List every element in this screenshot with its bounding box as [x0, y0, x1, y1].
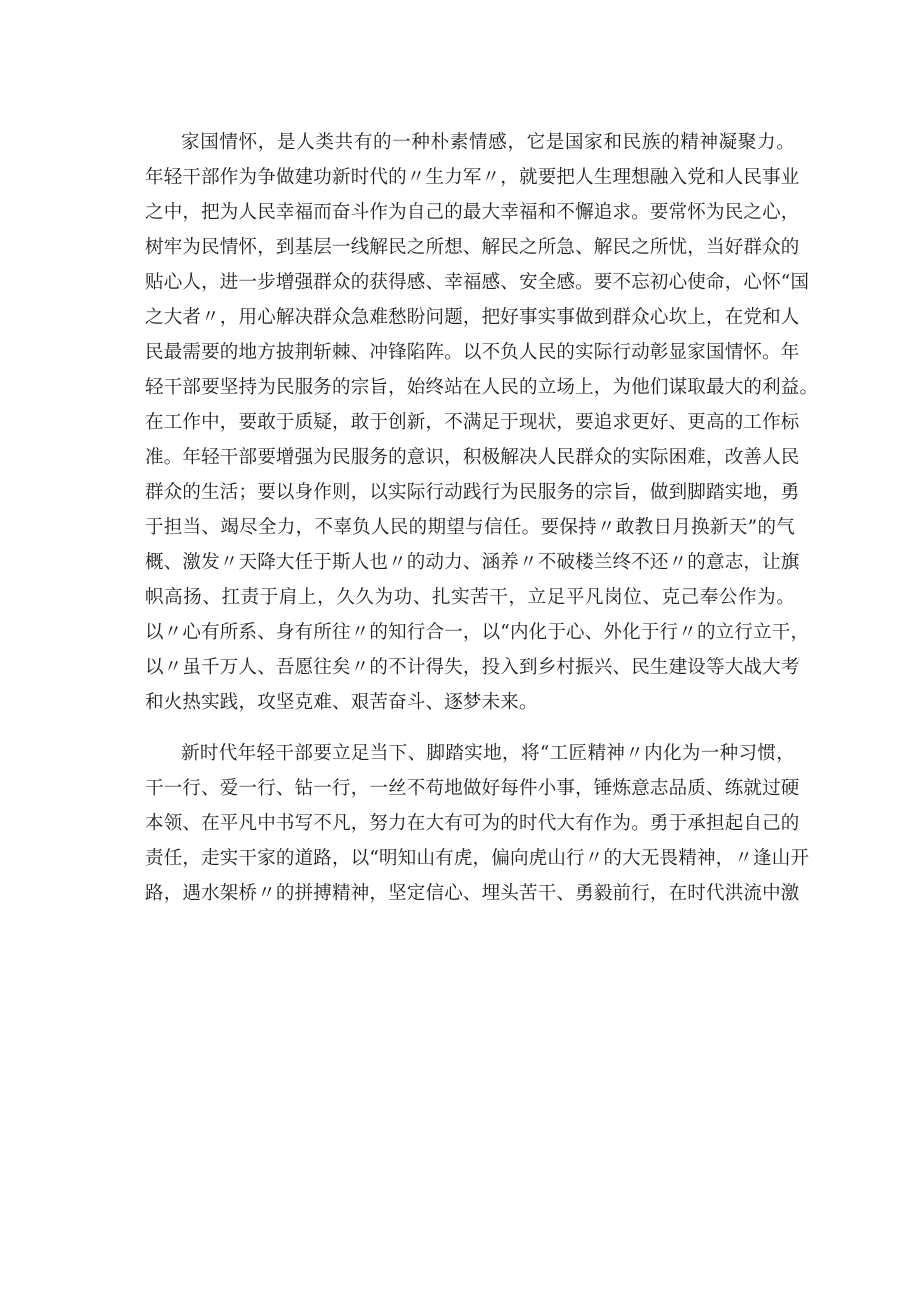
text-line: 树牢为民情怀，到基层一线解民之所想、解民之所急、解民之所忧，当好群众的 — [145, 237, 800, 258]
text-line: 家国情怀，是人类共有的一种朴素情感，它是国家和民族的精神凝聚力。 — [181, 132, 795, 153]
text-line: 责任，走实干家的道路，以“明知山有虎，偏向虎山行〃的大无畏精神，〃逢山开 — [145, 848, 810, 869]
text-line: 以〃心有所系、身有所往〃的知行合一，以“内化于心、外化于行〃的立行立干， — [145, 622, 810, 643]
text-line: 新时代年轻干部要立足当下、脚踏实地，将“工匠精神〃内化为一种习惯， — [181, 743, 795, 764]
text-line: 和火热实践，攻坚克难、艰苦奋斗、逐梦未来。 — [145, 692, 538, 713]
text-line: 贴心人，进一步增强群众的获得感、幸福感、安全感。要不忘初心使命，心怀“国 — [145, 272, 810, 293]
text-line: 帜高扬、扛责于肩上，久久为功、扎实苦干，立足平凡岗位、克己奉公作为。 — [145, 587, 795, 608]
text-line: 在工作中，要敢于质疑，敢于创新，不满足于现状，要追求更好、更高的工作标 — [145, 412, 800, 433]
text-line: 路，遇水架桥〃的拼搏精神，坚定信心、埋头苦干、勇毅前行，在时代洪流中激 — [145, 883, 800, 904]
text-line: 民最需要的地方披荆斩棘、冲锋陷阵。以不负人民的实际行动彰显家国情怀。年 — [145, 342, 800, 363]
text-line: 群众的生活；要以身作则，以实际行动践行为民服务的宗旨，做到脚踏实地，勇 — [145, 482, 800, 503]
text-line: 于担当、竭尽全力，不辜负人民的期望与信任。要保持〃敢教日月换新天”的气 — [145, 517, 795, 538]
text-line: 之中，把为人民幸福而奋斗作为自己的最大幸福和不懈追求。要常怀为民之心， — [145, 202, 800, 223]
text-line: 本领、在平凡中书写不凡，努力在大有可为的时代大有作为。勇于承担起自己的 — [145, 813, 800, 834]
text-line: 轻干部要坚持为民服务的宗旨，始终站在人民的立场上，为他们谋取最大的利益。 — [145, 377, 819, 398]
text-line: 准。年轻干部要增强为民服务的意识，积极解决人民群众的实际困难，改善人民 — [145, 447, 800, 468]
text-line: 概、激发〃天降大任于斯人也〃的动力、涵养〃不破楼兰终不还〃的意志，让旗 — [145, 552, 800, 573]
text-line: 年轻干部作为争做建功新时代的〃生力军〃，就要把人生理想融入党和人民事业 — [145, 167, 800, 188]
text-line: 以〃虽千万人、吾愿往矣〃的不计得失，投入到乡村振兴、民生建设等大战大考 — [145, 657, 800, 678]
text-line: 之大者〃，用心解决群众急难愁盼问题，把好事实事做到群众心坎上，在党和人 — [145, 307, 800, 328]
text-line: 干一行、爱一行、钻一行，一丝不苟地做好每件小事，锤炼意志品质、练就过硬 — [145, 778, 800, 799]
